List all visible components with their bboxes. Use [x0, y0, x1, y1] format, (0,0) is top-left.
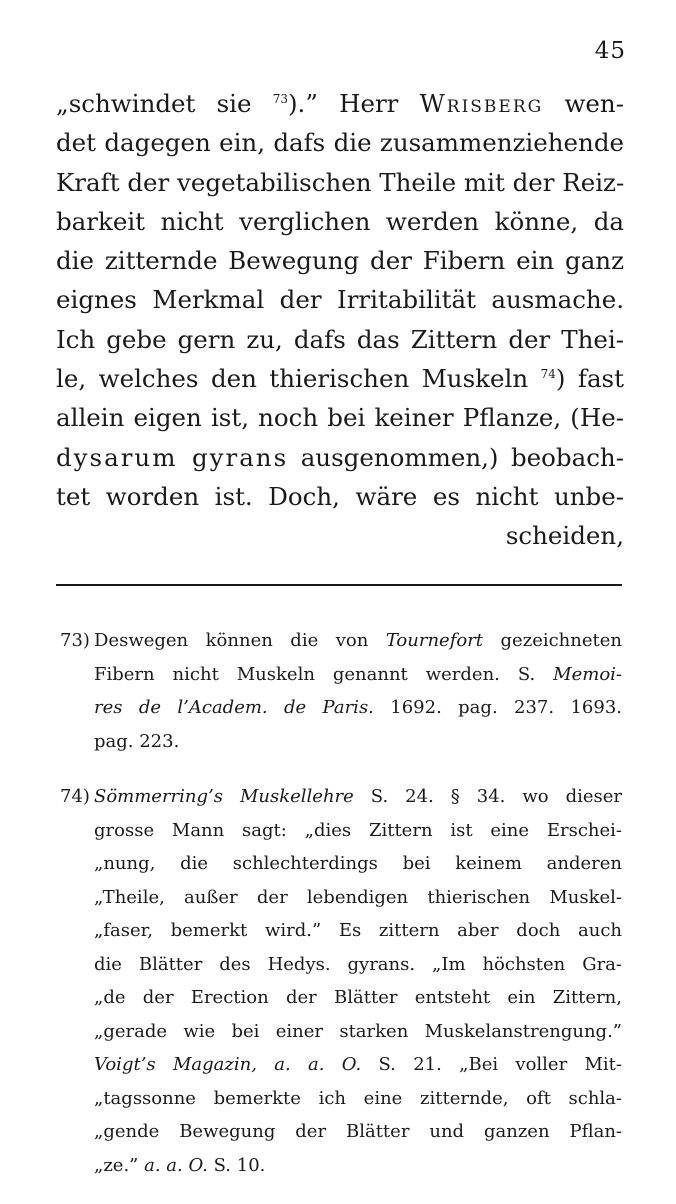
text-line: tet worden ist. Doch, wäre es nicht unbe- — [56, 481, 624, 511]
footnote-line: res de l’Academ. de Paris. 1692. pag. 237. 1693. — [94, 697, 622, 718]
footnote-74 — [60, 780, 622, 1182]
footnotes — [60, 624, 622, 1204]
footnote-line: „ze.” a. a. O. S. 10. — [94, 1154, 266, 1176]
footnote-line: die Blätter des Hedys. gyrans. „Im höchsten Gra- — [94, 953, 622, 975]
text-line: barkeit nicht verglichen werden könne, da — [56, 206, 624, 236]
footnote-line: „faser, bemerkt wird.” Es zittern aber doch auch — [94, 920, 622, 941]
text-line: Kraft der vegetabilischen Theile mit der Reiz- — [56, 167, 625, 197]
footnote-line: „nung, die schlechterdings bei keinem anderen — [94, 853, 622, 874]
text-line: eignes Merkmal der Irritabilität ausmache. — [56, 285, 624, 315]
footnote-line: Fibern nicht Muskeln genannt werden. S. Memoi- — [94, 663, 622, 685]
footnote-ref: 74 — [540, 366, 556, 381]
text-line: Ich gebe gern zu, dafs das Zittern der Thei- — [56, 324, 624, 354]
footnote-divider — [56, 584, 622, 586]
footnote-line: Voigt’s Magazin, a. a. O. S. 21. „Bei voller Mit- — [94, 1054, 622, 1075]
footnote-ref: 73 — [272, 91, 288, 106]
footnote-line: 73) Deswegen können die von Tournefort gezeichneten — [60, 624, 622, 658]
footnote-line: 74) Sömmerring’s Muskellehre S. 24. § 34. wo dieser — [60, 780, 622, 814]
text-line: allein eigen ist, noch bei keiner Pflanze, (He- — [56, 403, 624, 433]
footnote-line: „Theile, außer der lebendigen thierischen Muskel- — [94, 886, 622, 908]
footnote-mark: 74) — [60, 786, 90, 807]
footnote-line: „gende Bewegung der Blätter und ganzen Pflan- — [94, 1121, 622, 1142]
text-line: det dagegen ein, dafs die zusammenziehende — [56, 128, 624, 158]
footnote-line: „tagssonne bemerkte ich eine zitternde, oft schla- — [94, 1087, 622, 1109]
footnote-line: „gerade wie bei einer starken Muskelanstrengung.” — [94, 1020, 622, 1042]
text-line: le, welches den thierischen Muskeln $^{74}$) fast — [56, 364, 624, 394]
catchword: scheiden, — [505, 521, 624, 551]
author-name: Wrisberg — [419, 89, 544, 118]
footnote-line: „de der Erection der Blätter entsteht ein Zittern, — [94, 987, 622, 1008]
page-number: 45 — [594, 38, 626, 64]
footnote-line: pag. 223. — [94, 730, 180, 752]
species-name: dysarum gyrans — [56, 442, 289, 472]
footnote-73 — [60, 624, 622, 758]
text-line: „schwindet sie $^{73}$).” Herr Wrisberg wen- — [56, 89, 624, 118]
footnote-mark: 73) — [60, 630, 90, 651]
text-line: dysarum gyrans ausgenommen,) beobach- — [56, 442, 624, 472]
footnote-line: grosse Mann sagt: „dies Zittern ist eine Erschei- — [94, 819, 622, 841]
text-line: die zitternde Bewegung der Fibern ein ganz — [56, 246, 624, 276]
main-text — [56, 84, 624, 556]
